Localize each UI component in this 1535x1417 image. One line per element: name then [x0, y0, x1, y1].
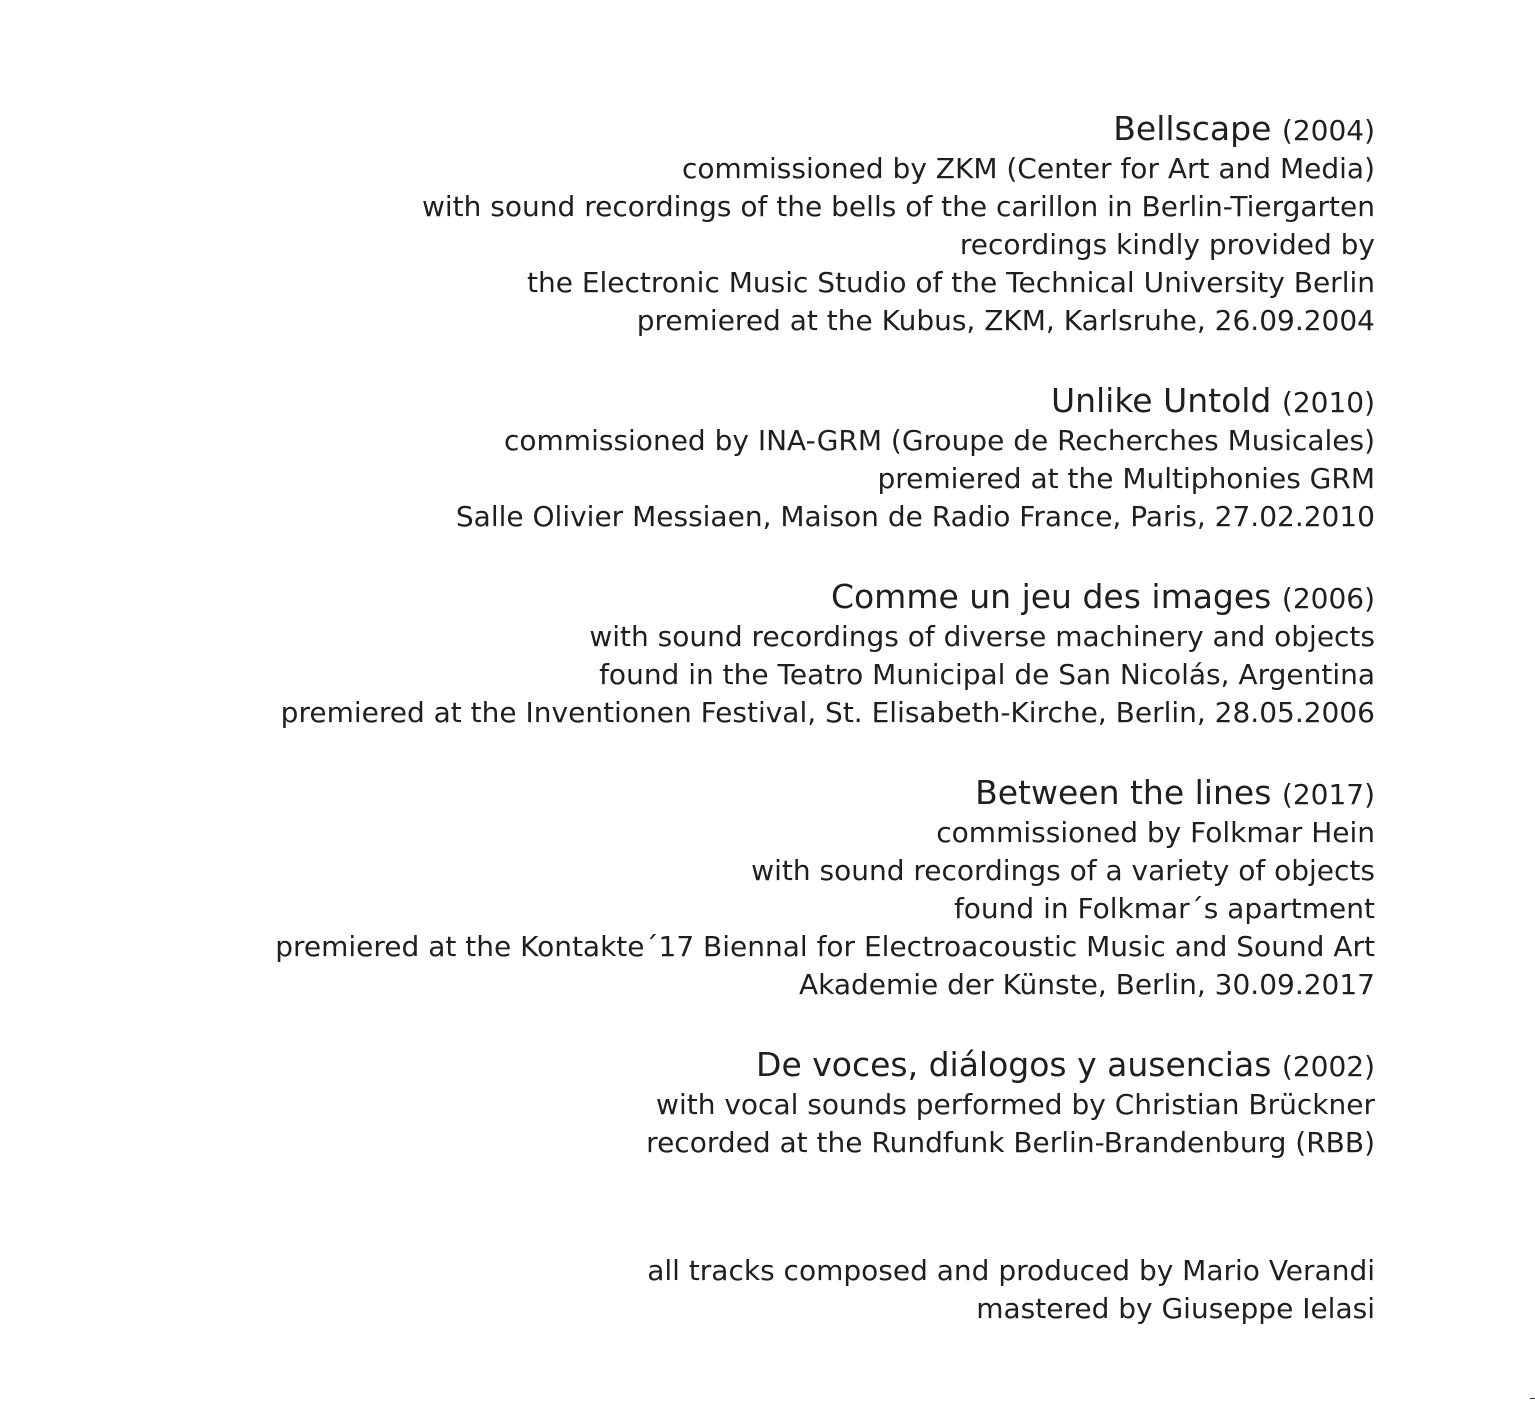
- track-detail: Akademie der Künste, Berlin, 30.09.2017: [798, 968, 1375, 1001]
- track-entry: [75, 1044, 1375, 1162]
- track-detail: premiered at the Kontakte´17 Biennal for Electroacoustic Music and Sound Art: [275, 930, 1375, 963]
- track-detail: with sound recordings of a variety of objects: [751, 854, 1375, 887]
- track-title: Unlike Untold: [1050, 381, 1272, 420]
- track-credits: [75, 108, 1375, 1202]
- track-detail: premiered at the Kubus, ZKM, Karlsruhe, 26.09.2004: [636, 304, 1375, 337]
- track-title: Comme un jeu des images: [830, 577, 1272, 616]
- track-title-line: [75, 108, 1375, 150]
- track-detail: Salle Olivier Messiaen, Maison de Radio France, Paris, 27.02.2010: [455, 500, 1375, 533]
- track-detail: premiered at the Multiphonies GRM: [877, 462, 1375, 495]
- track-title-line: [75, 576, 1375, 618]
- track-title: Bellscape: [1113, 109, 1272, 148]
- track-year: (2006): [1281, 582, 1375, 615]
- track-entry: [75, 576, 1375, 732]
- track-title-line: [75, 1044, 1375, 1086]
- track-entry: [75, 380, 1375, 536]
- track-title: De voces, diálogos y ausencias: [756, 1045, 1272, 1084]
- composer-credit: all tracks composed and produced by Mario Verandi: [647, 1254, 1375, 1287]
- crop-mark: [1530, 1398, 1535, 1399]
- track-detail: with vocal sounds performed by Christian Brückner: [656, 1088, 1375, 1121]
- track-entry: [75, 772, 1375, 1004]
- track-detail: premiered at the Inventionen Festival, St. Elisabeth-Kirche, Berlin, 28.05.2006: [280, 696, 1375, 729]
- track-detail: commissioned by INA-GRM (Groupe de Recherches Musicales): [504, 424, 1375, 457]
- mastering-credit: mastered by Giuseppe Ielasi: [976, 1292, 1375, 1325]
- track-entry: [75, 108, 1375, 340]
- track-title-line: [75, 772, 1375, 814]
- production-credits: [75, 1252, 1375, 1328]
- track-detail: recorded at the Rundfunk Berlin-Brandenburg (RBB): [646, 1126, 1375, 1159]
- track-title-line: [75, 380, 1375, 422]
- track-detail: with sound recordings of the bells of the carillon in Berlin-Tiergarten: [422, 190, 1375, 223]
- track-year: (2010): [1281, 386, 1375, 419]
- track-detail: with sound recordings of diverse machinery and objects: [589, 620, 1375, 653]
- track-year: (2004): [1281, 114, 1375, 147]
- track-year: (2002): [1281, 1050, 1375, 1083]
- track-title: Between the lines: [975, 773, 1272, 812]
- track-detail: commissioned by Folkmar Hein: [936, 816, 1375, 849]
- track-detail: recordings kindly provided by: [959, 228, 1375, 261]
- track-detail: the Electronic Music Studio of the Technical University Berlin: [526, 266, 1375, 299]
- track-detail: found in the Teatro Municipal de San Nicolás, Argentina: [599, 658, 1375, 691]
- track-detail: found in Folkmar´s apartment: [953, 892, 1375, 925]
- track-year: (2017): [1281, 778, 1375, 811]
- track-detail: commissioned by ZKM (Center for Art and Media): [681, 152, 1375, 185]
